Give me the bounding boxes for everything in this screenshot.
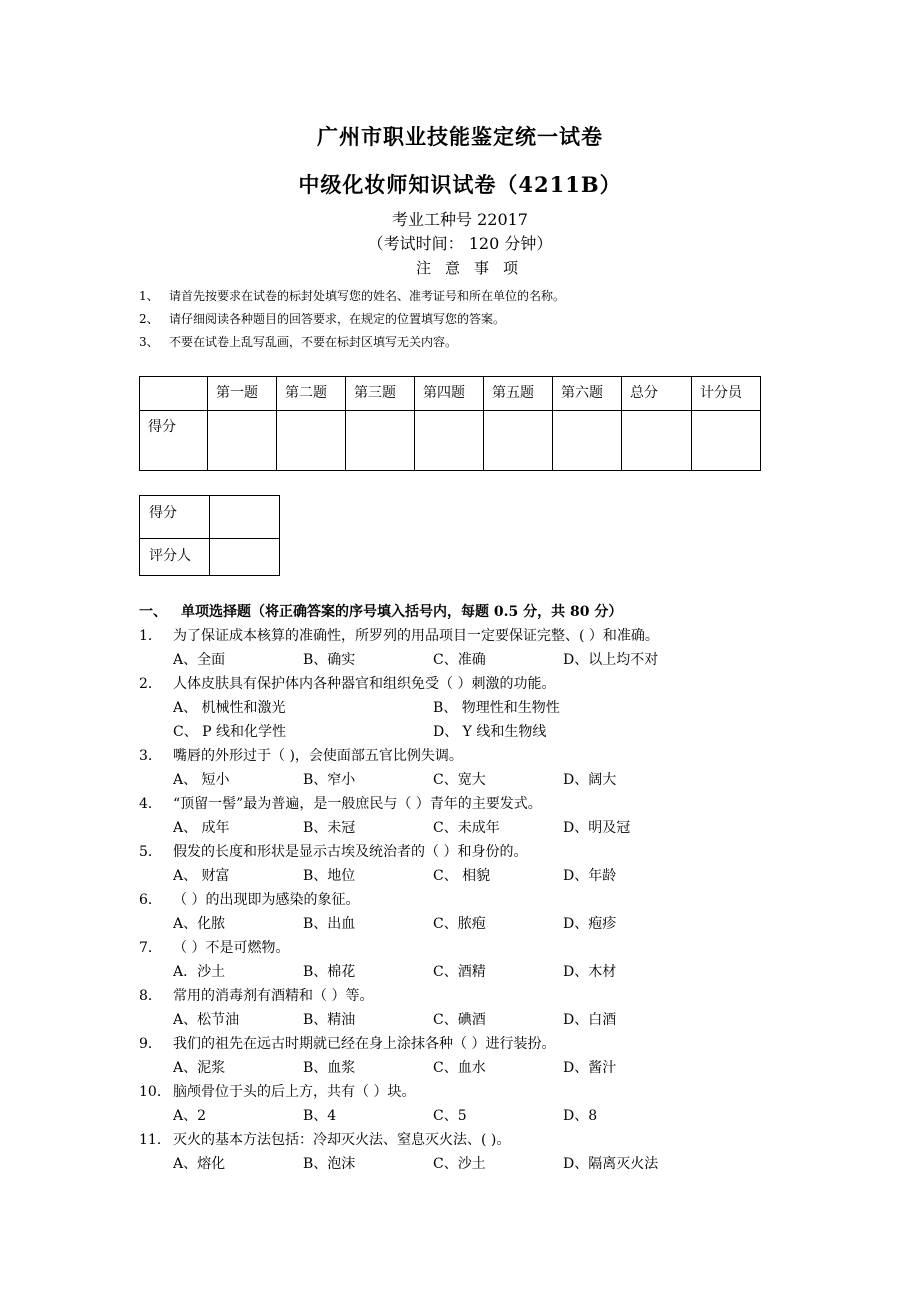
option-row — [139, 864, 839, 888]
question-text: 脑颅骨位于头的后上方，共有（ ）块。 — [173, 1084, 416, 1100]
answer-option[interactable]: B、出血 — [303, 916, 356, 932]
question-item — [139, 840, 839, 864]
note-item — [139, 331, 565, 354]
answer-option[interactable]: B、 物理性和生物性 — [433, 700, 560, 716]
answer-option[interactable]: D、木材 — [563, 964, 617, 980]
question-item — [139, 624, 839, 648]
answer-option[interactable]: C、碘酒 — [433, 1012, 486, 1028]
option-row — [139, 1152, 839, 1176]
note-text: 不要在试卷上乱写乱画，不要在标封区填写无关内容。 — [169, 335, 458, 349]
score-cell[interactable] — [208, 411, 277, 471]
question-item — [139, 1032, 839, 1056]
score-row-label: 得分 — [140, 411, 208, 471]
question-number: 4． — [139, 796, 162, 812]
score-header-cell: 第三题 — [346, 377, 415, 411]
score-cell[interactable] — [346, 411, 415, 471]
option-row — [139, 1056, 839, 1080]
note-text: 请仔细阅读各种题目的回答要求，在规定的位置填写您的答案。 — [169, 312, 506, 326]
grader-name-label: 评分人 — [140, 539, 210, 576]
score-cell[interactable] — [622, 411, 692, 471]
answer-option[interactable]: C、 P 线和化学性 — [173, 724, 287, 740]
answer-option[interactable]: A、 财富 — [173, 868, 230, 884]
notice-title: 注意事项 — [415, 259, 532, 277]
score-header-cell: 总分 — [622, 377, 692, 411]
answer-option[interactable]: C、宽大 — [433, 772, 486, 788]
answer-option[interactable]: B、泡沫 — [303, 1156, 356, 1172]
question-number: 1． — [139, 628, 162, 644]
answer-option[interactable]: D、8 — [563, 1108, 598, 1124]
grader-name-cell[interactable] — [210, 539, 280, 576]
grader-row — [140, 539, 280, 576]
score-table — [139, 376, 761, 471]
question-item — [139, 1128, 839, 1152]
answer-option[interactable]: A、化脓 — [173, 916, 226, 932]
answer-option[interactable]: C、沙土 — [433, 1156, 486, 1172]
answer-option[interactable]: D、阔大 — [563, 772, 617, 788]
answer-option[interactable]: A、松节油 — [173, 1012, 240, 1028]
option-row — [139, 1008, 839, 1032]
answer-option[interactable]: D、 Y 线和生物线 — [433, 724, 547, 740]
answer-option[interactable]: A、 成年 — [173, 820, 230, 836]
question-number: 8． — [139, 988, 162, 1004]
question-item — [139, 744, 839, 768]
grader-table — [139, 495, 280, 576]
grader-row — [140, 496, 280, 539]
exam-time: （考试时间： 120 分钟） — [367, 234, 553, 253]
question-text: 假发的长度和形状是显示古埃及统治者的（ ）和身份的。 — [173, 844, 528, 860]
section-number: 一、 — [139, 604, 167, 620]
score-cell[interactable] — [484, 411, 553, 471]
answer-option[interactable]: C、准确 — [433, 652, 486, 668]
score-header-cell: 第六题 — [553, 377, 622, 411]
answer-option[interactable]: B、棉花 — [303, 964, 356, 980]
option-row — [139, 648, 839, 672]
answer-option[interactable]: B、未冠 — [303, 820, 356, 836]
score-cell[interactable] — [553, 411, 622, 471]
option-row — [139, 1104, 839, 1128]
score-cell[interactable] — [277, 411, 346, 471]
question-number: 9． — [139, 1036, 162, 1052]
note-text: 请首先按要求在试卷的标封处填写您的姓名、准考证号和所在单位的名称。 — [169, 289, 566, 303]
question-text: “顶留一髻”最为普遍，是一般庶民与（ ）青年的主要发式。 — [173, 796, 542, 812]
answer-option[interactable]: A．沙土 — [173, 964, 226, 980]
option-row — [139, 960, 839, 984]
question-text: 为了保证成本核算的准确性，所罗列的用品项目一定要保证完整、( ）和准确。 — [173, 628, 659, 644]
question-text: 我们的祖先在远古时期就已经在身上涂抹各种（ ）进行装扮。 — [173, 1036, 556, 1052]
score-header-cell: 第二题 — [277, 377, 346, 411]
grader-score-label: 得分 — [140, 496, 210, 539]
question-number: 5． — [139, 844, 162, 860]
note-item — [139, 285, 565, 308]
score-cell[interactable] — [415, 411, 484, 471]
section-heading — [139, 601, 622, 623]
answer-option[interactable]: D、白酒 — [563, 1012, 617, 1028]
score-table-score-row — [140, 411, 761, 471]
answer-option[interactable]: C、脓疱 — [433, 916, 486, 932]
answer-option[interactable]: C、5 — [433, 1108, 467, 1124]
exam-subtitle: 中级化妆师知识试卷（4211B） — [298, 172, 622, 197]
question-number: 10． — [139, 1084, 171, 1100]
option-row — [139, 816, 839, 840]
answer-option[interactable]: B、精油 — [303, 1012, 356, 1028]
question-item — [139, 936, 839, 960]
question-text: 常用的消毒剂有酒精和（ ）等。 — [173, 988, 374, 1004]
answer-option[interactable]: D、年龄 — [563, 868, 617, 884]
note-number: 3、 — [139, 335, 159, 349]
answer-option[interactable]: A、泥浆 — [173, 1060, 226, 1076]
question-item — [139, 888, 839, 912]
question-text: 嘴唇的外形过于（ )，会使面部五官比例失调。 — [173, 748, 463, 764]
question-number: 11． — [139, 1132, 171, 1148]
question-list — [139, 624, 839, 1176]
question-item — [139, 672, 839, 696]
answer-option[interactable]: D、以上均不对 — [563, 652, 659, 668]
question-text: （ ）不是可燃物。 — [173, 940, 290, 956]
answer-option[interactable]: C、酒精 — [433, 964, 486, 980]
question-number: 7． — [139, 940, 162, 956]
answer-option[interactable]: D、明及冠 — [563, 820, 631, 836]
answer-option[interactable]: A、熔化 — [173, 1156, 226, 1172]
score-header-cell: 计分员 — [692, 377, 761, 411]
answer-option[interactable]: A、 机械性和激光 — [173, 700, 286, 716]
score-header-cell: 第五题 — [484, 377, 553, 411]
note-number: 2、 — [139, 312, 159, 326]
answer-option[interactable]: D、隔离灭火法 — [563, 1156, 659, 1172]
score-table-header-row — [140, 377, 761, 411]
note-item — [139, 308, 565, 331]
question-text: （ ）的出现即为感染的象征。 — [173, 892, 360, 908]
answer-option[interactable]: A、 短小 — [173, 772, 230, 788]
answer-option[interactable]: B、窄小 — [303, 772, 356, 788]
answer-option[interactable]: D、酱汁 — [563, 1060, 617, 1076]
note-number: 1、 — [139, 289, 159, 303]
score-header-cell — [140, 377, 208, 411]
answer-option[interactable]: D、疱疹 — [563, 916, 617, 932]
answer-option[interactable]: A、2 — [173, 1108, 207, 1124]
question-text: 灭火的基本方法包括：冷却灭火法、窒息灭火法、( )。 — [173, 1132, 511, 1148]
question-item — [139, 984, 839, 1008]
question-text: 人体皮肤具有保护体内各种器官和组织免受（ ）刺激的功能。 — [173, 676, 556, 692]
answer-option[interactable]: B、确实 — [303, 652, 356, 668]
option-row — [139, 912, 839, 936]
question-number: 2． — [139, 676, 162, 692]
exam-code: 考业工种号 22017 — [392, 210, 528, 229]
section-title: 单项选择题（将正确答案的序号填入括号内，每题 0.5 分，共 80 分） — [181, 604, 623, 620]
exam-title: 广州市职业技能鉴定统一试卷 — [317, 124, 603, 149]
question-item — [139, 792, 839, 816]
option-row — [139, 696, 839, 720]
question-number: 3． — [139, 748, 162, 764]
score-header-cell: 第四题 — [415, 377, 484, 411]
option-row — [139, 768, 839, 792]
answer-option[interactable]: B、血浆 — [303, 1060, 356, 1076]
option-row — [139, 720, 839, 744]
score-cell[interactable] — [692, 411, 761, 471]
answer-option[interactable]: B、4 — [303, 1108, 337, 1124]
answer-option[interactable]: C、 相貌 — [433, 868, 491, 884]
score-header-cell: 第一题 — [208, 377, 277, 411]
grader-score-cell[interactable] — [210, 496, 280, 539]
answer-option[interactable]: A、全面 — [173, 652, 226, 668]
notes-list — [139, 285, 565, 354]
question-number: 6． — [139, 892, 162, 908]
question-item — [139, 1080, 839, 1104]
answer-option[interactable]: C、未成年 — [433, 820, 500, 836]
answer-option[interactable]: C、血水 — [433, 1060, 486, 1076]
answer-option[interactable]: B、地位 — [303, 868, 356, 884]
